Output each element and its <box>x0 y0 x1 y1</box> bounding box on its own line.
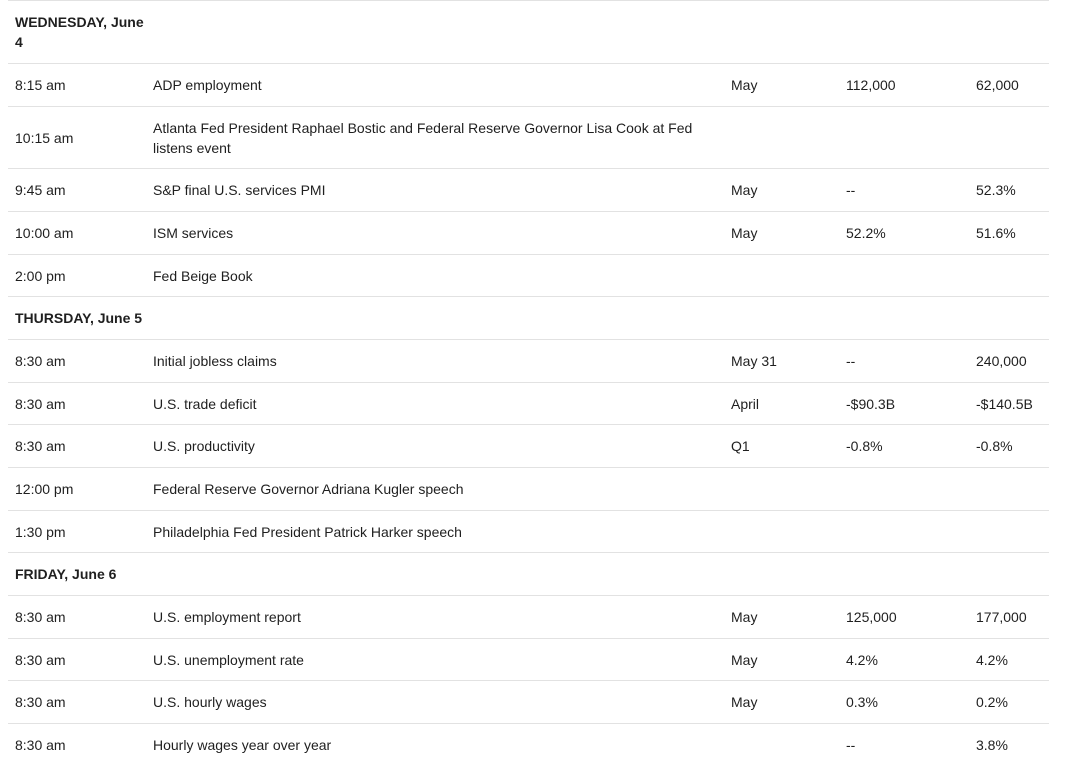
event-name: U.S. trade deficit <box>153 395 257 412</box>
event-name: U.S. productivity <box>153 438 255 454</box>
event-name: U.S. hourly wages <box>153 694 267 710</box>
event-forecast <box>846 255 971 296</box>
table-row <box>8 510 1049 552</box>
event-name: U.S. employment report <box>153 609 301 625</box>
event-previous: 0.2% <box>976 694 1008 710</box>
event-time: 2:00 pm <box>15 267 66 284</box>
event-previous: 3.8% <box>976 737 1008 753</box>
event-period: Q1 <box>731 438 750 454</box>
event-time: 9:45 am <box>15 182 66 198</box>
event-time: 10:15 am <box>15 129 74 146</box>
event-forecast: 125,000 <box>846 609 897 625</box>
event-period: May <box>731 225 758 241</box>
event-forecast: -- <box>846 353 856 369</box>
table-row <box>8 638 1049 680</box>
event-period: May <box>731 694 758 710</box>
event-name: Federal Reserve Governor Adriana Kugler speech <box>153 481 464 497</box>
event-period: May <box>731 182 758 198</box>
table-row <box>8 382 1049 424</box>
event-time: 8:30 am <box>15 438 66 454</box>
event-time: 8:30 am <box>15 353 66 369</box>
day-label: WEDNESDAY, June 4 <box>15 14 144 50</box>
table-row <box>8 211 1049 254</box>
event-forecast: -- <box>846 737 856 753</box>
event-forecast: 112,000 <box>846 77 896 93</box>
event-period: May <box>731 77 758 93</box>
event-period <box>731 255 841 296</box>
event-period <box>731 511 841 552</box>
event-forecast: 0.3% <box>846 694 878 710</box>
event-forecast: -0.8% <box>846 438 883 454</box>
event-time: 10:00 am <box>15 225 74 241</box>
event-period: May <box>731 609 758 625</box>
event-previous: 177,000 <box>976 609 1027 625</box>
event-previous: 62,000 <box>976 77 1019 93</box>
event-name: Hourly wages year over year <box>153 737 332 753</box>
event-previous <box>976 511 1049 552</box>
event-time: 12:00 pm <box>15 481 74 497</box>
event-previous: 52.3% <box>976 182 1016 198</box>
event-time: 8:30 am <box>15 609 66 625</box>
event-period: May <box>731 651 758 668</box>
event-forecast <box>846 511 971 552</box>
event-name: S&P final U.S. services PMI <box>153 182 326 198</box>
event-forecast: -$90.3B <box>846 395 896 412</box>
event-previous: 51.6% <box>976 225 1016 241</box>
table-row <box>8 106 1049 168</box>
event-name: ISM services <box>153 225 234 241</box>
table-row <box>8 595 1049 638</box>
event-time: 8:30 am <box>15 737 66 753</box>
event-time: 8:30 am <box>15 694 66 710</box>
event-forecast <box>846 107 971 168</box>
table-row <box>8 168 1049 211</box>
event-period: April <box>731 395 760 412</box>
table-row <box>8 63 1049 106</box>
event-forecast: -- <box>846 182 856 198</box>
table-row <box>8 339 1049 382</box>
event-period <box>731 107 841 168</box>
event-previous: 240,000 <box>976 353 1027 369</box>
event-period: May 31 <box>731 353 777 369</box>
event-previous <box>976 255 1049 296</box>
event-time: 8:15 am <box>15 77 66 93</box>
day-header-row <box>8 0 1049 63</box>
event-period <box>731 468 841 510</box>
table-row <box>8 723 1049 766</box>
event-forecast: 4.2% <box>846 651 878 668</box>
event-time: 8:30 am <box>15 651 66 668</box>
event-name: U.S. unemployment rate <box>153 651 304 668</box>
event-name: Philadelphia Fed President Patrick Harker speech <box>153 523 462 540</box>
event-previous: -$140.5B <box>976 395 1033 412</box>
event-name: Fed Beige Book <box>153 267 253 284</box>
table-row <box>8 467 1049 510</box>
day-header-row <box>8 296 1049 339</box>
event-name: ADP employment <box>153 77 262 93</box>
event-previous: -0.8% <box>976 438 1013 454</box>
event-previous <box>976 107 1049 168</box>
event-name: Initial jobless claims <box>153 353 277 369</box>
event-time: 8:30 am <box>15 395 66 412</box>
table-row <box>8 424 1049 467</box>
event-forecast: 52.2% <box>846 225 886 241</box>
economic-calendar-table <box>8 0 1049 766</box>
event-period <box>731 724 841 766</box>
table-row <box>8 254 1049 296</box>
event-previous <box>976 468 1049 510</box>
day-label: FRIDAY, June 6 <box>15 566 117 582</box>
event-forecast <box>846 468 971 510</box>
event-previous: 4.2% <box>976 651 1008 668</box>
event-time: 1:30 pm <box>15 523 66 540</box>
event-name: Atlanta Fed President Raphael Bostic and Federal Reserve Governor Lisa Cook at Fed listens event <box>153 119 693 156</box>
day-header-row <box>8 552 1049 595</box>
day-label: THURSDAY, June 5 <box>15 310 143 326</box>
table-row <box>8 680 1049 723</box>
